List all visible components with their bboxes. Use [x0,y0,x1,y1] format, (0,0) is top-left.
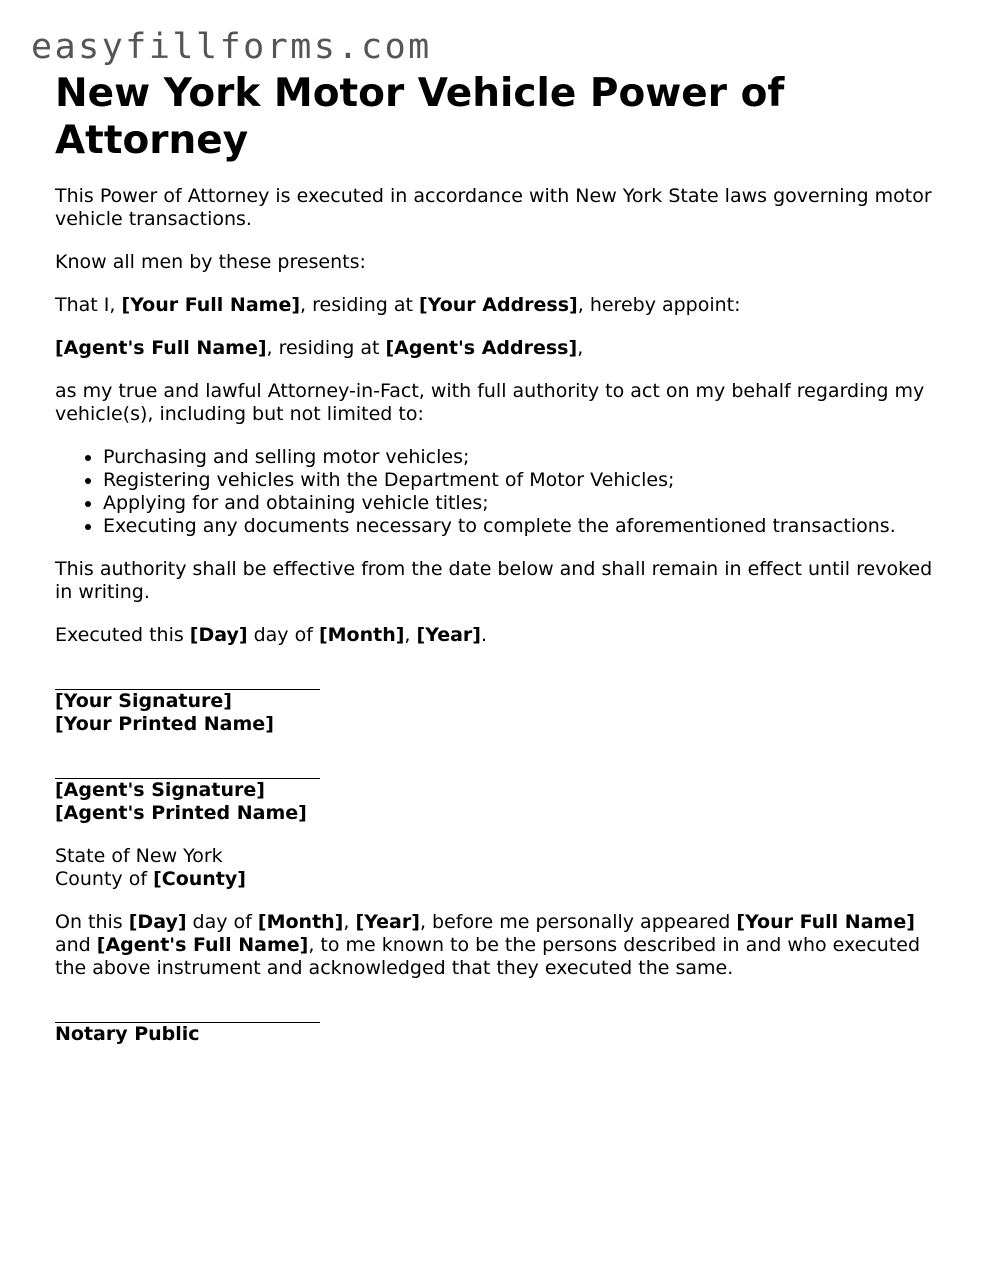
notary-label: Notary Public [55,1023,200,1045]
agent-signature-block [55,756,945,825]
executed-paragraph [55,624,945,647]
document-page [55,70,945,1046]
ack-before: , before me personally appeared [419,911,737,933]
principal-paragraph [55,294,945,317]
powers-list [55,446,945,538]
county-prefix: County of [55,868,154,890]
executed-day-field: [Day] [189,624,248,646]
principal-printed-name-label: [Your Printed Name] [55,713,274,735]
document-title: New York Motor Vehicle Power of Attorney [55,71,785,163]
authority-paragraph: as my true and lawful Attorney-in-Fact, with full authority to act on my behalf regarding my vehicle(s), including but not limited to: [55,380,925,425]
executed-year-field: [Year] [416,624,481,646]
ack-rest: , to me known to be the persons described in and who executed the above instrument and acknowledged that they executed the same. [55,934,921,979]
ack-and: and [55,934,97,956]
principal-signature-line[interactable] [55,667,320,690]
know-all-paragraph: Know all men by these presents: [55,251,366,273]
agent-middle: , residing at [266,337,386,359]
ack-month-field: [Month] [257,911,344,933]
notary-block [55,1000,945,1046]
principal-signature-block [55,667,945,736]
executed-end: . [480,624,488,646]
ack-agent-name-field: [Agent's Full Name] [96,934,309,956]
ack-day-field: [Day] [128,911,187,933]
agent-signature-line[interactable] [55,756,320,779]
notary-signature-line[interactable] [55,1000,320,1023]
venue-block [55,845,945,891]
intro-paragraph: This Power of Attorney is executed in accordance with New York State laws governing motor vehicle transactions. [55,185,932,230]
executed-month-field: [Month] [318,624,405,646]
list-item: • Registering vehicles with the Department of Motor Vehicles; [103,469,945,492]
principal-middle: , residing at [300,294,419,316]
acknowledgment-paragraph [55,911,945,980]
county-field: [County] [153,868,246,890]
state-line: State of New York [55,845,223,867]
principal-suffix: , hereby appoint: [577,294,741,316]
effective-paragraph: This authority shall be effective from the date below and shall remain in effect until revoked in writing. [55,558,933,603]
ack-day-of: day of [186,911,258,933]
list-item: • Executing any documents necessary to complete the aforementioned transactions. [103,515,945,538]
county-line [55,868,945,891]
principal-prefix: That I, [55,294,122,316]
ack-principal-name-field: [Your Full Name] [736,911,915,933]
principal-address-field: [Your Address] [419,294,578,316]
watermark: easyfillforms.com [31,27,432,67]
executed-day-of: day of [247,624,319,646]
agent-address-field: [Agent's Address] [385,337,578,359]
list-item: • Purchasing and selling motor vehicles; [103,446,945,469]
executed-prefix: Executed this [55,624,190,646]
ack-year-field: [Year] [355,911,420,933]
agent-signature-label: [Agent's Signature] [55,779,265,801]
agent-suffix: , [577,337,584,359]
ack-comma: , [343,911,356,933]
principal-signature-label: [Your Signature] [55,690,232,712]
agent-printed-name-label: [Agent's Printed Name] [55,802,307,824]
list-item: • Applying for and obtaining vehicle titles; [103,492,945,515]
agent-name-field: [Agent's Full Name] [55,337,267,359]
ack-prefix: On this [55,911,129,933]
principal-name-field: [Your Full Name] [121,294,301,316]
executed-comma: , [404,624,417,646]
agent-paragraph [55,337,945,360]
